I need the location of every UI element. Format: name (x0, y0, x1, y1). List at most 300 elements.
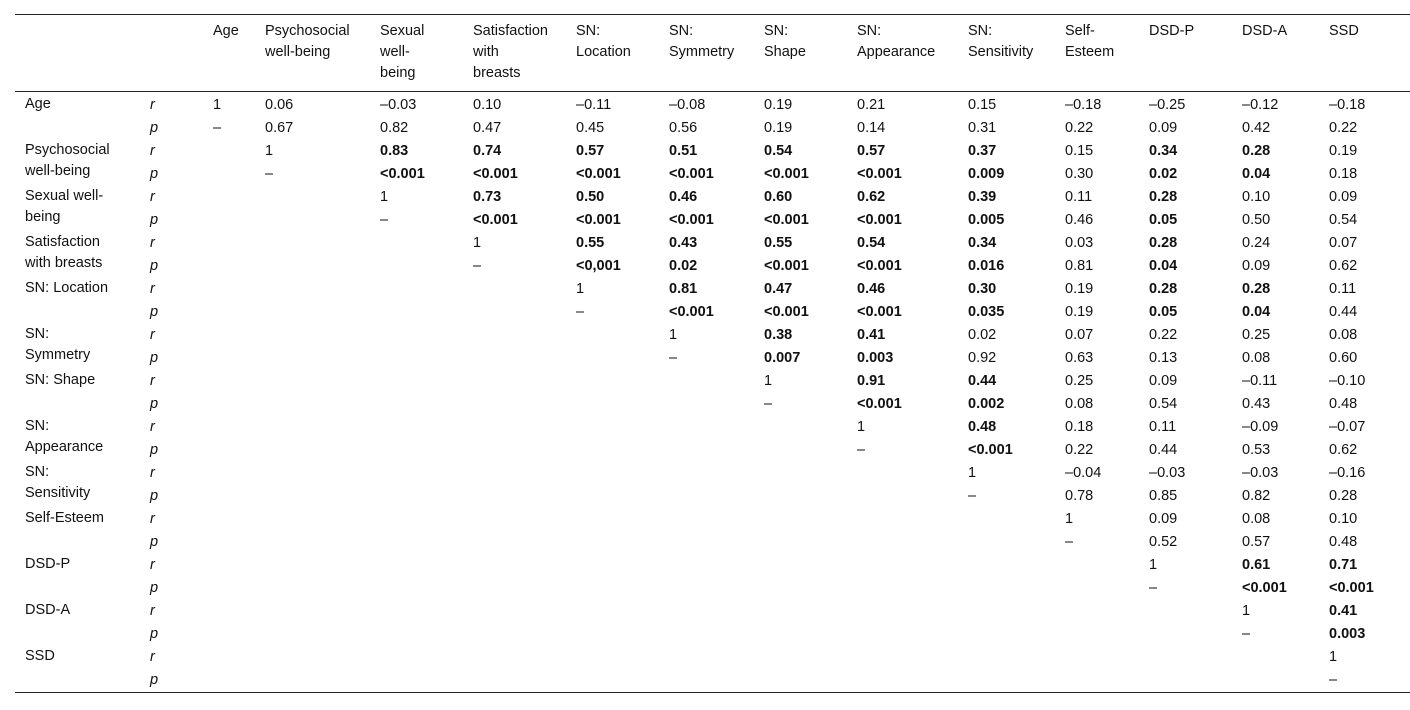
cell-r-value (857, 554, 968, 577)
cell-text: 0.38 (764, 327, 793, 343)
table-row (15, 232, 1410, 255)
cell-p-value (1329, 439, 1410, 462)
cell-p-value (1149, 347, 1242, 370)
stat-label-p: p (150, 258, 159, 274)
cell-r-value (576, 462, 669, 485)
cell-text: 0.53 (1242, 442, 1271, 458)
cell-text: 0.57 (576, 143, 605, 159)
row-label (15, 646, 150, 693)
column-header-line: SN: (764, 23, 789, 39)
cell-r-value (265, 324, 380, 347)
cell-p-value (265, 209, 380, 232)
row-label-line: SN: Shape (25, 372, 96, 388)
column-header-0 (213, 15, 265, 92)
cell-text: 0.002 (968, 396, 1005, 412)
cell-p-value (380, 301, 473, 324)
cell-text: –0.03 (1242, 465, 1279, 481)
column-header-6 (764, 15, 857, 92)
cell-p-value (473, 623, 576, 646)
cell-p-value (764, 117, 857, 140)
cell-text: <0.001 (857, 304, 902, 320)
column-header-line: SN: (857, 23, 882, 39)
cell-text: 0.07 (1329, 235, 1358, 251)
cell-text: 0.46 (857, 281, 886, 297)
cell-r-value (669, 278, 764, 301)
cell-p-value (968, 439, 1065, 462)
row-label-line: Sensitivity (25, 485, 91, 501)
cell-p-value (1242, 531, 1329, 554)
cell-p-value (1329, 117, 1410, 140)
cell-r-value (380, 92, 473, 118)
cell-p-value (669, 669, 764, 693)
cell-r-value (1065, 278, 1149, 301)
cell-r-value (1242, 278, 1329, 301)
cell-text: 0.007 (764, 350, 801, 366)
cell-r-value (764, 508, 857, 531)
cell-r-value (265, 278, 380, 301)
table-row (15, 416, 1410, 439)
stat-label-r: r (150, 327, 155, 343)
stat-label-p: p (150, 304, 159, 320)
column-header-7 (857, 15, 968, 92)
cell-r-value (1329, 232, 1410, 255)
cell-text: 1 (968, 465, 977, 481)
cell-text: 0.44 (1329, 304, 1358, 320)
cell-r-value (265, 462, 380, 485)
cell-text: 1 (764, 373, 773, 389)
cell-p-value (857, 209, 968, 232)
cell-p-value (968, 485, 1065, 508)
cell-p-value (1329, 669, 1410, 693)
cell-r-value (1149, 186, 1242, 209)
stat-label-p: p (150, 672, 159, 688)
cell-r-value (473, 508, 576, 531)
cell-p-value (380, 485, 473, 508)
cell-p-value (1065, 117, 1149, 140)
cell-p-value (213, 669, 265, 693)
cell-r-value (968, 508, 1065, 531)
cell-p-value (764, 163, 857, 186)
cell-r-value (473, 416, 576, 439)
cell-p-value (576, 393, 669, 416)
table-row (15, 393, 1410, 416)
cell-r-value (1149, 232, 1242, 255)
cell-p-value (968, 117, 1065, 140)
cell-r-value (1149, 646, 1242, 669)
row-label (15, 324, 150, 370)
cell-p-value (764, 347, 857, 370)
cell-p-value (576, 163, 669, 186)
cell-text: 0.82 (1242, 488, 1271, 504)
cell-p-value (968, 531, 1065, 554)
cell-text: 0.10 (1242, 189, 1271, 205)
cell-r-value (1242, 324, 1329, 347)
cell-r-value (473, 140, 576, 163)
cell-text: –0.18 (1065, 97, 1102, 113)
cell-text: 0.09 (1149, 120, 1178, 136)
cell-text: 0.41 (1329, 603, 1358, 619)
cell-text: 0.57 (857, 143, 886, 159)
cell-p-value (968, 577, 1065, 600)
cell-p-value (380, 255, 473, 278)
cell-text: <0.001 (1329, 580, 1374, 596)
cell-p-value (857, 301, 968, 324)
stat-label-r: r (150, 189, 155, 205)
row-label-line: Satisfaction (25, 234, 100, 250)
cell-p-value (669, 577, 764, 600)
cell-text: 0.60 (764, 189, 793, 205)
cell-text: 0.30 (1065, 166, 1094, 182)
cell-text: 0.43 (1242, 396, 1271, 412)
cell-text: 1 (669, 327, 678, 343)
cell-text: <0.001 (764, 304, 809, 320)
cell-text: 0.78 (1065, 488, 1094, 504)
cell-r-value (1149, 92, 1242, 118)
cell-r-value (380, 508, 473, 531)
cell-text: 0.67 (265, 120, 294, 136)
cell-r-value (213, 370, 265, 393)
column-header-line: Psychosocial (265, 23, 350, 39)
stat-label-r: r (150, 235, 155, 251)
cell-p-value (213, 531, 265, 554)
cell-r-value (1065, 508, 1149, 531)
cell-text: –0.09 (1242, 419, 1279, 435)
stat-label-r: r (150, 373, 155, 389)
cell-text: 0.48 (1329, 396, 1358, 412)
cell-p-value (576, 485, 669, 508)
cell-r-value (669, 186, 764, 209)
column-header-11 (1242, 15, 1329, 92)
cell-p-value (669, 531, 764, 554)
cell-text: 0.39 (968, 189, 997, 205)
cell-p-value (1065, 531, 1149, 554)
table-row (15, 301, 1410, 324)
cell-p-value (213, 485, 265, 508)
table-row (15, 485, 1410, 508)
cell-text: <0.001 (669, 212, 714, 228)
cell-p-value (213, 439, 265, 462)
cell-text: 0.03 (1065, 235, 1094, 251)
cell-r-value (1149, 416, 1242, 439)
cell-p-value (857, 255, 968, 278)
cell-r-value (380, 324, 473, 347)
cell-r-value (473, 92, 576, 118)
cell-text: 1 (576, 281, 585, 297)
table-row (15, 439, 1410, 462)
cell-r-value (857, 232, 968, 255)
cell-p-value (857, 669, 968, 693)
cell-r-value (265, 186, 380, 209)
cell-r-value (213, 508, 265, 531)
table-row (15, 646, 1410, 669)
cell-r-value (1149, 140, 1242, 163)
cell-r-value (1149, 324, 1242, 347)
cell-text: 0.28 (1149, 281, 1178, 297)
cell-r-value (473, 324, 576, 347)
cell-text: 0.54 (1329, 212, 1358, 228)
cell-r-value (265, 416, 380, 439)
stat-label-r: r (150, 557, 155, 573)
column-header-line: Age (213, 23, 239, 39)
cell-p-value (265, 117, 380, 140)
column-header-line: Sensitivity (968, 44, 1034, 60)
cell-r-value (1242, 140, 1329, 163)
cell-text: 0.02 (1149, 166, 1178, 182)
cell-text: <0.001 (380, 166, 425, 182)
cell-text: 0.47 (764, 281, 793, 297)
column-header-line: Location (576, 44, 631, 60)
cell-r-value (857, 140, 968, 163)
cell-text: <0.001 (857, 212, 902, 228)
cell-r-value (968, 324, 1065, 347)
cell-text: 0.43 (669, 235, 698, 251)
cell-r-value (473, 600, 576, 623)
cell-r-value (968, 462, 1065, 485)
cell-p-value (1329, 255, 1410, 278)
cell-p-value (1065, 439, 1149, 462)
cell-text: 0.45 (576, 120, 605, 136)
cell-r-value (213, 278, 265, 301)
cell-r-value (473, 278, 576, 301)
stat-header-cell (150, 15, 213, 92)
cell-p-value (473, 255, 576, 278)
cell-r-value (857, 324, 968, 347)
cell-p-value (669, 485, 764, 508)
cell-text: 0.28 (1149, 189, 1178, 205)
cell-r-value (265, 646, 380, 669)
cell-p-value (576, 209, 669, 232)
cell-p-value (473, 163, 576, 186)
cell-text: <0.001 (764, 166, 809, 182)
cell-r-value (1329, 370, 1410, 393)
table-row (15, 209, 1410, 232)
cell-p-value (1149, 439, 1242, 462)
cell-p-value (1149, 393, 1242, 416)
cell-r-value (968, 600, 1065, 623)
cell-text: 1 (1329, 649, 1338, 665)
cell-text: 0.19 (1065, 281, 1094, 297)
cell-r-value (764, 554, 857, 577)
cell-text: 0.08 (1242, 511, 1271, 527)
cell-r-value (1329, 186, 1410, 209)
cell-r-value (764, 92, 857, 118)
column-header-2 (380, 15, 473, 92)
cell-p-value (213, 347, 265, 370)
stat-label-r: r (150, 419, 155, 435)
cell-p-value (1329, 393, 1410, 416)
cell-text: –0.11 (1242, 373, 1278, 389)
stat-label-p: p (150, 120, 159, 136)
row-label-line: with breasts (25, 255, 103, 271)
cell-text: <0.001 (857, 166, 902, 182)
cell-r-value (576, 324, 669, 347)
row-label-line: Appearance (25, 439, 104, 455)
row-label (15, 600, 150, 646)
cell-text: 0.55 (764, 235, 793, 251)
cell-text: 0.19 (764, 97, 793, 113)
cell-p-value (968, 347, 1065, 370)
stat-label-p: p (150, 488, 159, 504)
cell-r-value (1065, 554, 1149, 577)
column-header-line: well-being (265, 44, 331, 60)
cell-text: 0.15 (968, 97, 997, 113)
table-header (15, 15, 1410, 92)
cell-text: 0.003 (857, 350, 894, 366)
cell-p-value (473, 209, 576, 232)
header-row (15, 15, 1410, 92)
row-label-line: SN: (25, 464, 50, 480)
cell-p-value (380, 577, 473, 600)
cell-r-value (1329, 600, 1410, 623)
cell-text: 0.22 (1065, 120, 1094, 136)
column-header-line: SN: (576, 23, 601, 39)
cell-r-value (576, 416, 669, 439)
cell-r-value (1065, 370, 1149, 393)
cell-p-value (1329, 623, 1410, 646)
cell-text: 0.34 (1149, 143, 1178, 159)
cell-text: –0.12 (1242, 97, 1279, 113)
cell-r-value (576, 140, 669, 163)
cell-r-value (764, 140, 857, 163)
cell-text: 0.28 (1242, 143, 1271, 159)
cell-p-value (1065, 577, 1149, 600)
cell-r-value (380, 554, 473, 577)
cell-text: <0.001 (576, 212, 621, 228)
cell-p-value (473, 301, 576, 324)
row-label-line: Symmetry (25, 347, 91, 363)
cell-text: 0.42 (1242, 120, 1271, 136)
row-label-line: being (25, 209, 61, 225)
cell-text: 0.11 (1329, 281, 1357, 297)
cell-r-value (1149, 462, 1242, 485)
cell-text: 0.05 (1149, 212, 1178, 228)
cell-r-value (1065, 462, 1149, 485)
cell-p-value (669, 301, 764, 324)
cell-text: 1 (1149, 557, 1158, 573)
column-header-line: DSD-P (1149, 23, 1195, 39)
cell-text: 0.09 (1242, 258, 1271, 274)
cell-text: 0.009 (968, 166, 1005, 182)
cell-text: 0.46 (1065, 212, 1094, 228)
cell-text: 0.08 (1329, 327, 1358, 343)
cell-text: – (1149, 580, 1158, 596)
table-row (15, 255, 1410, 278)
cell-r-value (1242, 370, 1329, 393)
cell-r-value (213, 554, 265, 577)
cell-p-value (764, 669, 857, 693)
cell-text: 0.73 (473, 189, 502, 205)
cell-p-value (473, 531, 576, 554)
cell-p-value (576, 117, 669, 140)
cell-text: –0.25 (1149, 97, 1186, 113)
column-header-line: Shape (764, 44, 806, 60)
cell-p-value (380, 163, 473, 186)
cell-r-value (1065, 232, 1149, 255)
cell-r-value (380, 462, 473, 485)
column-header-line: DSD-A (1242, 23, 1288, 39)
cell-p-value (576, 577, 669, 600)
cell-p-value (1065, 485, 1149, 508)
cell-p-value (968, 255, 1065, 278)
cell-r-value (968, 554, 1065, 577)
cell-r-value (857, 186, 968, 209)
cell-r-value (265, 232, 380, 255)
cell-text: 0.48 (968, 419, 997, 435)
cell-p-value (669, 255, 764, 278)
cell-r-value (473, 554, 576, 577)
cell-p-value (1149, 531, 1242, 554)
column-header-line: breasts (473, 65, 521, 81)
column-header-line: with (473, 44, 499, 60)
cell-text: – (1242, 626, 1251, 642)
cell-p-value (380, 439, 473, 462)
cell-r-value (576, 600, 669, 623)
cell-r-value (473, 232, 576, 255)
cell-text: <0.001 (1242, 580, 1287, 596)
cell-p-value (265, 531, 380, 554)
cell-r-value (1329, 462, 1410, 485)
cell-r-value (380, 232, 473, 255)
cell-text: <0.001 (764, 212, 809, 228)
cell-text: 0.04 (1149, 258, 1178, 274)
cell-text: – (380, 212, 389, 228)
cell-r-value (968, 140, 1065, 163)
table-row (15, 117, 1410, 140)
stat-label-r: r (150, 97, 155, 113)
cell-r-value (764, 278, 857, 301)
cell-p-value (380, 623, 473, 646)
cell-text: <0.001 (857, 396, 902, 412)
cell-r-value (764, 324, 857, 347)
table-row (15, 163, 1410, 186)
cell-p-value (1242, 117, 1329, 140)
cell-p-value (1242, 623, 1329, 646)
cell-text: 1 (1242, 603, 1251, 619)
cell-p-value (1242, 485, 1329, 508)
cell-r-value (380, 416, 473, 439)
cell-p-value (380, 117, 473, 140)
cell-r-value (1149, 600, 1242, 623)
cell-text: 0.50 (1242, 212, 1271, 228)
cell-r-value (380, 600, 473, 623)
cell-p-value (669, 393, 764, 416)
cell-text: –0.07 (1329, 419, 1366, 435)
cell-r-value (380, 646, 473, 669)
cell-p-value (576, 439, 669, 462)
cell-text: 0.15 (1065, 143, 1094, 159)
cell-text: 0.08 (1242, 350, 1271, 366)
cell-text: 0.92 (968, 350, 997, 366)
row-label-line: Psychosocial (25, 142, 110, 158)
cell-p-value (213, 623, 265, 646)
table-row (15, 140, 1410, 163)
stat-label-r: r (150, 143, 155, 159)
column-header-line: Symmetry (669, 44, 735, 60)
cell-text: 0.63 (1065, 350, 1094, 366)
row-label-line: DSD-A (25, 602, 71, 618)
cell-text: 0.83 (380, 143, 409, 159)
cell-r-value (576, 186, 669, 209)
cell-p-value (764, 439, 857, 462)
cell-r-value (1329, 646, 1410, 669)
cell-r-value (857, 370, 968, 393)
cell-p-value (380, 209, 473, 232)
cell-p-value (669, 209, 764, 232)
cell-p-value (857, 393, 968, 416)
cell-text: 0.30 (968, 281, 997, 297)
column-header-line: SN: (968, 23, 993, 39)
stat-label-p: p (150, 626, 159, 642)
